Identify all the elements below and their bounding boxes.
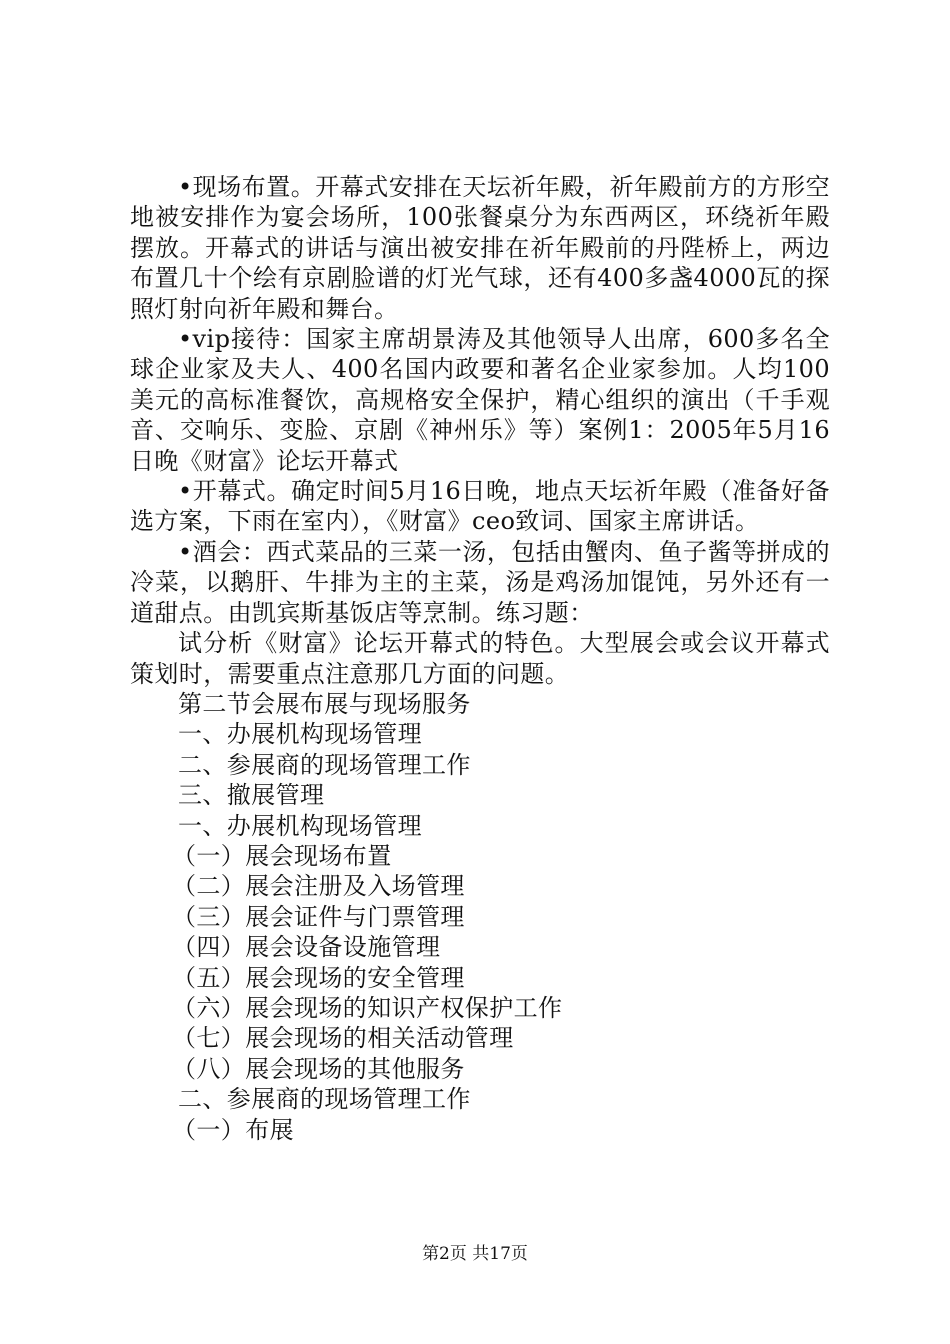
- outline-item: 三、撤展管理: [178, 781, 325, 810]
- outline-subitem: （八）展会现场的其他服务: [172, 1054, 465, 1083]
- outline-subitem: （四）展会设备设施管理: [172, 933, 441, 962]
- section-title: 第二节会展布展与现场服务: [178, 689, 471, 718]
- outline-subitem: （六）展会现场的知识产权保护工作: [172, 993, 563, 1022]
- document-body: [130, 172, 830, 1145]
- paragraph-venue-layout: •现场布置。开幕式安排在天坛祈年殿，祈年殿前方的方形空地被安排作为宴会场所，100张餐桌分为东西两区，环绕祈年殿摆放。开幕式的讲话与演出被安排在祈年殿前的丹陛桥上，两边布置几十个绘有京剧脸谱的灯光气球，还有400多盏4000瓦的探照灯射向祈年殿和舞台。: [130, 173, 830, 323]
- outline-subitem: （一）布展: [172, 1115, 294, 1144]
- outline-heading: 二、参展商的现场管理工作: [178, 1085, 471, 1114]
- page-number-footer: 第2页 共17页: [422, 1244, 528, 1264]
- outline-subitem: （一）展会现场布置: [172, 841, 392, 870]
- paragraph-exercise: 试分析《财富》论坛开幕式的特色。大型展会或会议开幕式策划时，需要重点注意那几方面的问题。: [130, 629, 830, 688]
- paragraph-vip-reception: •vip接待：国家主席胡景涛及其他领导人出席，600多名全球企业家及夫人、400名国内政要和著名企业家参加。人均100美元的高标准餐饮，高规格安全保护，精心组织的演出（千手观音、交响乐、变脸、京剧《神州乐》等）案例1：2005年5月16日晚《财富》论坛开幕式: [130, 325, 830, 475]
- outline-subitem: （五）展会现场的安全管理: [172, 963, 465, 992]
- outline-subitem: （二）展会注册及入场管理: [172, 872, 465, 901]
- paragraph-reception-banquet: •酒会：西式菜品的三菜一汤，包括由蟹肉、鱼子酱等拼成的冷菜，以鹅肝、牛排为主的主菜，汤是鸡汤加馄饨，另外还有一道甜点。由凯宾斯基饭店等烹制。练习题：: [130, 537, 830, 627]
- paragraph-opening-ceremony: •开幕式。确定时间5月16日晚，地点天坛祈年殿（准备好备选方案，下雨在室内），《财富》ceo致词、国家主席讲话。: [130, 477, 830, 536]
- outline-item: 一、办展机构现场管理: [178, 811, 422, 840]
- outline-item: 一、办展机构现场管理: [178, 720, 422, 749]
- outline-subitem: （三）展会证件与门票管理: [172, 902, 465, 931]
- outline-item: 二、参展商的现场管理工作: [178, 750, 471, 779]
- outline-subitem: （七）展会现场的相关活动管理: [172, 1024, 514, 1053]
